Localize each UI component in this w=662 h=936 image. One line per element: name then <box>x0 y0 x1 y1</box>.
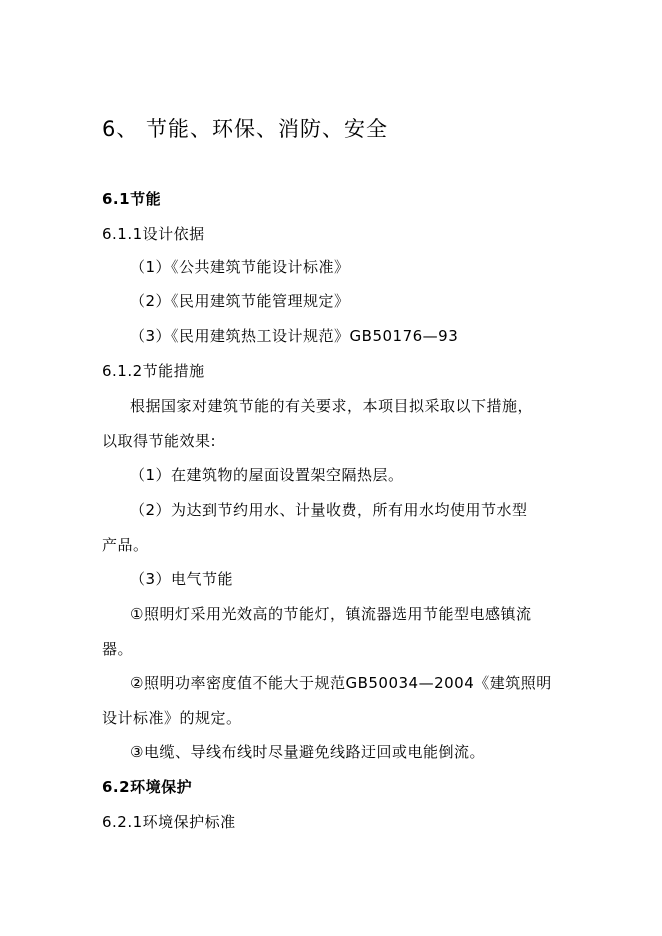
intro-paragraph-line-2: 以取得节能效果: <box>102 432 217 450</box>
measure-item-2-line-2: 产品。 <box>102 536 149 554</box>
measure-item-2-line-1: （2）为达到节约用水、计量收费，所有用水均使用节水型 <box>130 501 528 519</box>
electrical-point-2-line-2: 设计标准》的规定。 <box>102 709 242 727</box>
subsection-heading-6-2-1: 6.2.1环境保护标准 <box>102 813 236 831</box>
measure-item-3: （3）电气节能 <box>130 570 234 588</box>
reference-item-3: （3）《民用建筑热工设计规范》GB50176—93 <box>130 327 459 345</box>
section-heading-6-1: 6.1节能 <box>102 190 162 208</box>
section-heading-6-2: 6.2环境保护 <box>102 778 193 796</box>
subsection-heading-6-1-1: 6.1.1设计依据 <box>102 225 205 243</box>
chapter-title: 6、 节能、环保、消防、安全 <box>102 117 389 141</box>
subsection-heading-6-1-2: 6.1.2节能措施 <box>102 362 205 380</box>
electrical-point-3: ③电缆、导线布线时尽量避免线路迂回或电能倒流。 <box>130 743 485 761</box>
reference-item-2: （2）《民用建筑节能管理规定》 <box>130 292 350 310</box>
electrical-point-2-line-1: ②照明功率密度值不能大于规范GB50034—2004《建筑照明 <box>130 674 552 692</box>
electrical-point-1-line-2: 器。 <box>102 640 134 658</box>
measure-item-1: （1）在建筑物的屋面设置架空隔热层。 <box>130 466 404 484</box>
reference-item-1: （1）《公共建筑节能设计标准》 <box>130 258 350 276</box>
intro-paragraph-line-1: 根据国家对建筑节能的有关要求，本项目拟采取以下措施， <box>130 397 534 415</box>
electrical-point-1-line-1: ①照明灯采用光效高的节能灯，镇流器选用节能型电感镇流 <box>130 605 532 623</box>
